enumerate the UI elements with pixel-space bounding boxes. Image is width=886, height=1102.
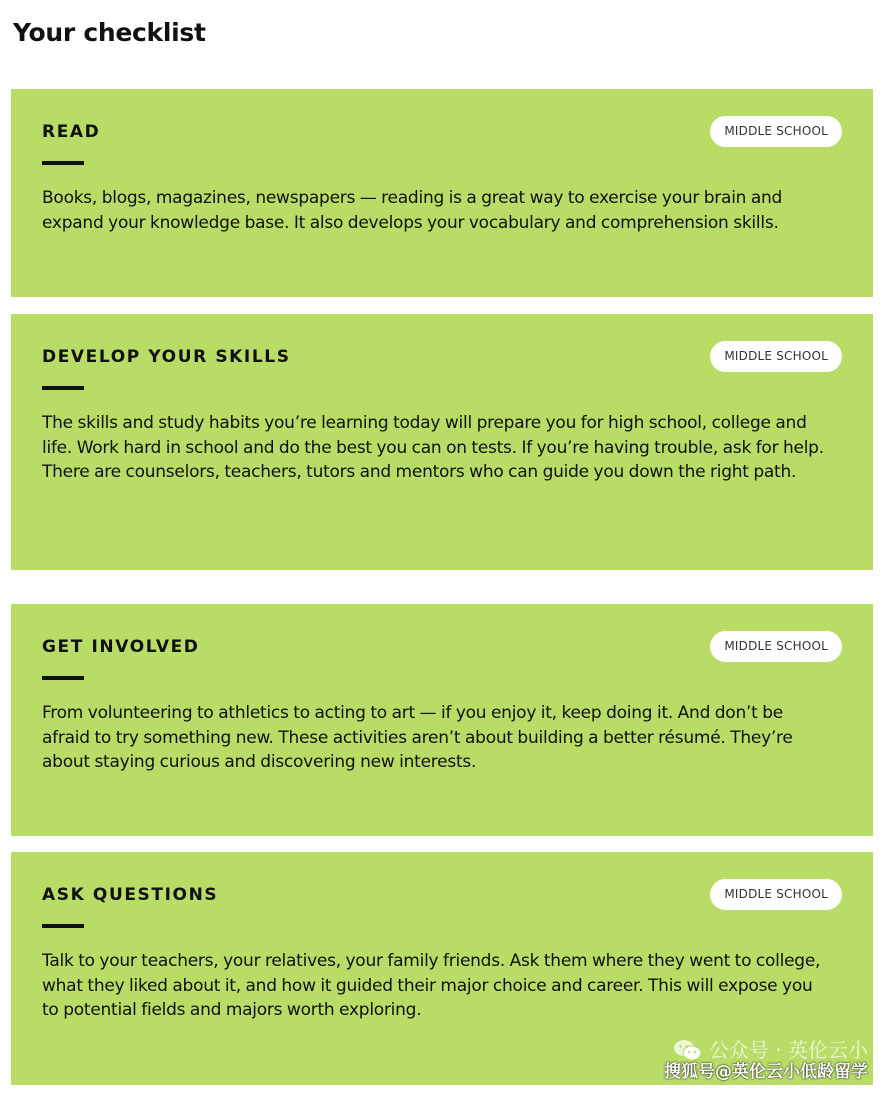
middle-school-badge[interactable]: MIDDLE SCHOOL bbox=[710, 879, 842, 910]
checklist-card-get-involved bbox=[11, 604, 873, 836]
card-title: READ bbox=[42, 122, 101, 142]
checklist-card-ask-questions bbox=[11, 852, 873, 1085]
checklist-card-read bbox=[11, 89, 873, 297]
middle-school-badge[interactable]: MIDDLE SCHOOL bbox=[710, 631, 842, 662]
card-title: DEVELOP YOUR SKILLS bbox=[42, 347, 291, 367]
middle-school-badge[interactable]: MIDDLE SCHOOL bbox=[710, 341, 842, 372]
page-title: Your checklist bbox=[13, 18, 206, 47]
checklist-card-develop-your-skills bbox=[11, 314, 873, 570]
title-underline bbox=[42, 161, 84, 165]
card-description: The skills and study habits you’re learning today will prepare you for high school, college and life. Work hard in school and do the best you can on tests. If you’re having trouble, ask for help. There are counselors, teachers, tutors and mentors who can guide you down the right path. bbox=[42, 413, 824, 482]
card-description: Books, blogs, magazines, newspapers — reading is a great way to exercise your brain and expand your knowledge base. It also develops your vocabulary and comprehension skills. bbox=[42, 188, 783, 233]
card-title: GET INVOLVED bbox=[42, 637, 200, 657]
card-description: From volunteering to athletics to acting to art — if you enjoy it, keep doing it. And don’t be afraid to try something new. These activities aren’t about building a better résumé. They’re about staying curious and discovering new interests. bbox=[42, 703, 793, 772]
title-underline bbox=[42, 924, 84, 928]
title-underline bbox=[42, 386, 84, 390]
card-description: Talk to your teachers, your relatives, your family friends. Ask them where they went to college, what they liked about it, and how it guided their major choice and career. This will expose you to potential fields and majors worth exploring. bbox=[42, 951, 821, 1020]
watermark-account-text: 公众号 · 英伦云小 bbox=[708, 1038, 868, 1062]
card-title: ASK QUESTIONS bbox=[42, 885, 219, 905]
title-underline bbox=[42, 676, 84, 680]
middle-school-badge[interactable]: MIDDLE SCHOOL bbox=[710, 116, 842, 147]
watermark-source: 搜狐号@英伦云小低龄留学 bbox=[664, 1062, 868, 1082]
